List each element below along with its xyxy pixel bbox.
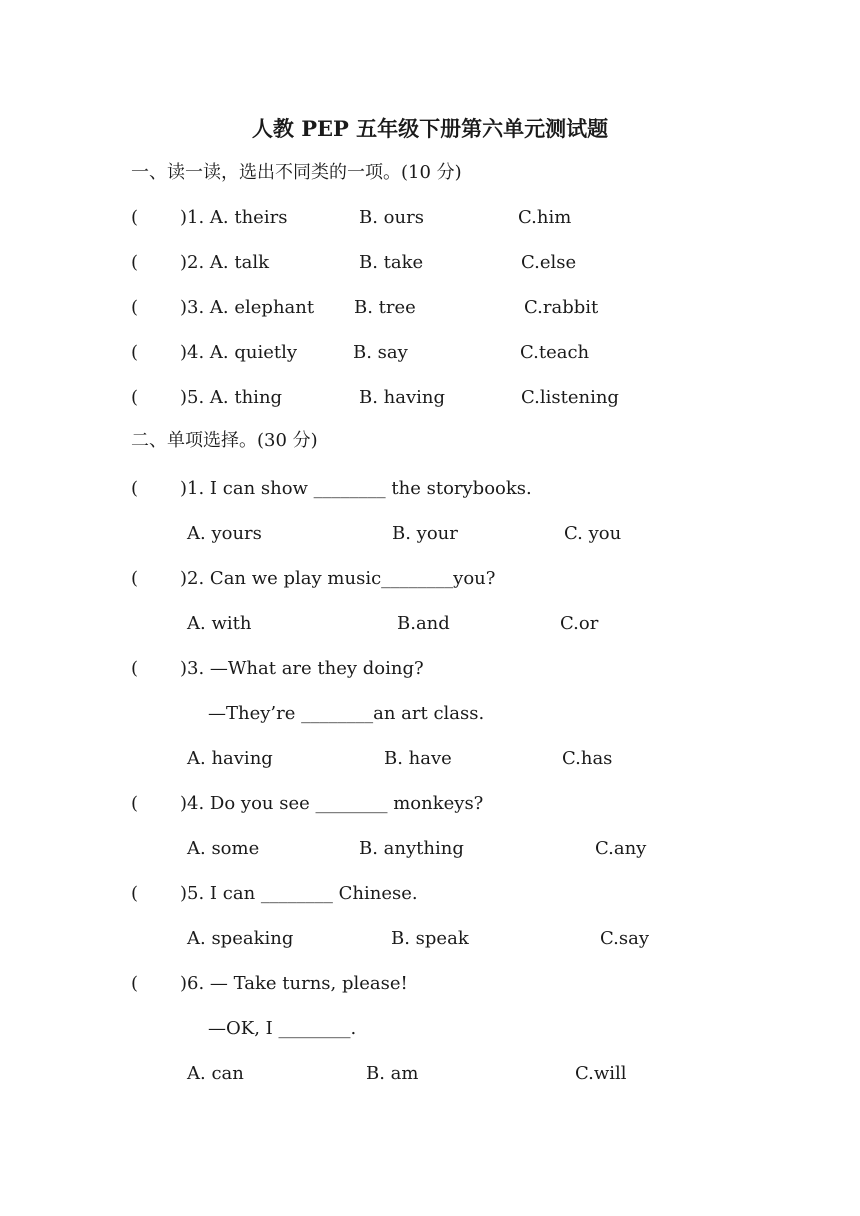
- question-text: )6. — Take turns, please!: [180, 973, 408, 994]
- option-b: B.and: [397, 613, 450, 634]
- question-text: )4. Do you see ________ monkeys?: [180, 793, 484, 814]
- answer-bracket[interactable]: (: [131, 478, 139, 499]
- question-text: )1. I can show ________ the storybooks.: [180, 478, 532, 499]
- answer-bracket[interactable]: (: [131, 658, 139, 679]
- option-b: B. have: [384, 748, 452, 769]
- option-c: C.say: [600, 928, 649, 949]
- option-a: A. having: [187, 748, 273, 769]
- option-a: A. with: [187, 613, 252, 634]
- option-c: C.any: [595, 838, 647, 859]
- option-b: B. tree: [354, 297, 416, 318]
- answer-bracket[interactable]: (: [131, 297, 139, 318]
- section-heading: 二、单项选择。(30 分): [131, 430, 318, 451]
- question-text: )2. A. talk: [180, 252, 269, 273]
- option-a: A. can: [187, 1063, 244, 1084]
- option-b: B. take: [359, 252, 424, 273]
- answer-line: —They’re ________an art class.: [208, 703, 485, 724]
- section-heading: 一、读一读，选出不同类的一项。(10 分): [131, 162, 462, 183]
- question-text: )3. —What are they doing?: [180, 658, 424, 679]
- answer-bracket[interactable]: (: [131, 252, 139, 273]
- option-b: B. anything: [359, 838, 464, 859]
- option-b: B. say: [353, 342, 408, 363]
- option-c: C.rabbit: [524, 297, 599, 318]
- option-c: C.will: [575, 1063, 627, 1084]
- option-b: B. am: [366, 1063, 419, 1084]
- option-c: C.him: [518, 207, 572, 228]
- option-b: B. speak: [391, 928, 469, 949]
- option-b: B. having: [359, 387, 446, 408]
- answer-bracket[interactable]: (: [131, 342, 139, 363]
- option-c: C.else: [521, 252, 577, 273]
- answer-bracket[interactable]: (: [131, 973, 139, 994]
- option-a: A. speaking: [187, 928, 294, 949]
- question-text: )5. I can ________ Chinese.: [180, 883, 418, 904]
- option-c: C.listening: [521, 387, 619, 408]
- answer-bracket[interactable]: (: [131, 568, 139, 589]
- answer-bracket[interactable]: (: [131, 207, 139, 228]
- answer-bracket[interactable]: (: [131, 387, 139, 408]
- answer-line: —OK, I ________.: [208, 1018, 357, 1039]
- option-b: B. ours: [359, 207, 424, 228]
- option-c: C.has: [562, 748, 613, 769]
- page-title: 人教 PEP 五年级下册第六单元测试题: [251, 116, 609, 141]
- question-text: )4. A. quietly: [180, 342, 298, 363]
- option-c: C. you: [564, 523, 622, 544]
- option-a: A. yours: [187, 523, 262, 544]
- question-text: )3. A. elephant: [180, 297, 315, 318]
- question-text: )5. A. thing: [180, 387, 283, 408]
- option-a: A. some: [187, 838, 260, 859]
- option-c: C.or: [560, 613, 599, 634]
- option-c: C.teach: [520, 342, 590, 363]
- option-b: B. your: [392, 523, 458, 544]
- answer-bracket[interactable]: (: [131, 883, 139, 904]
- question-text: )1. A. theirs: [180, 207, 288, 228]
- question-text: )2. Can we play music________you?: [180, 568, 496, 589]
- answer-bracket[interactable]: (: [131, 793, 139, 814]
